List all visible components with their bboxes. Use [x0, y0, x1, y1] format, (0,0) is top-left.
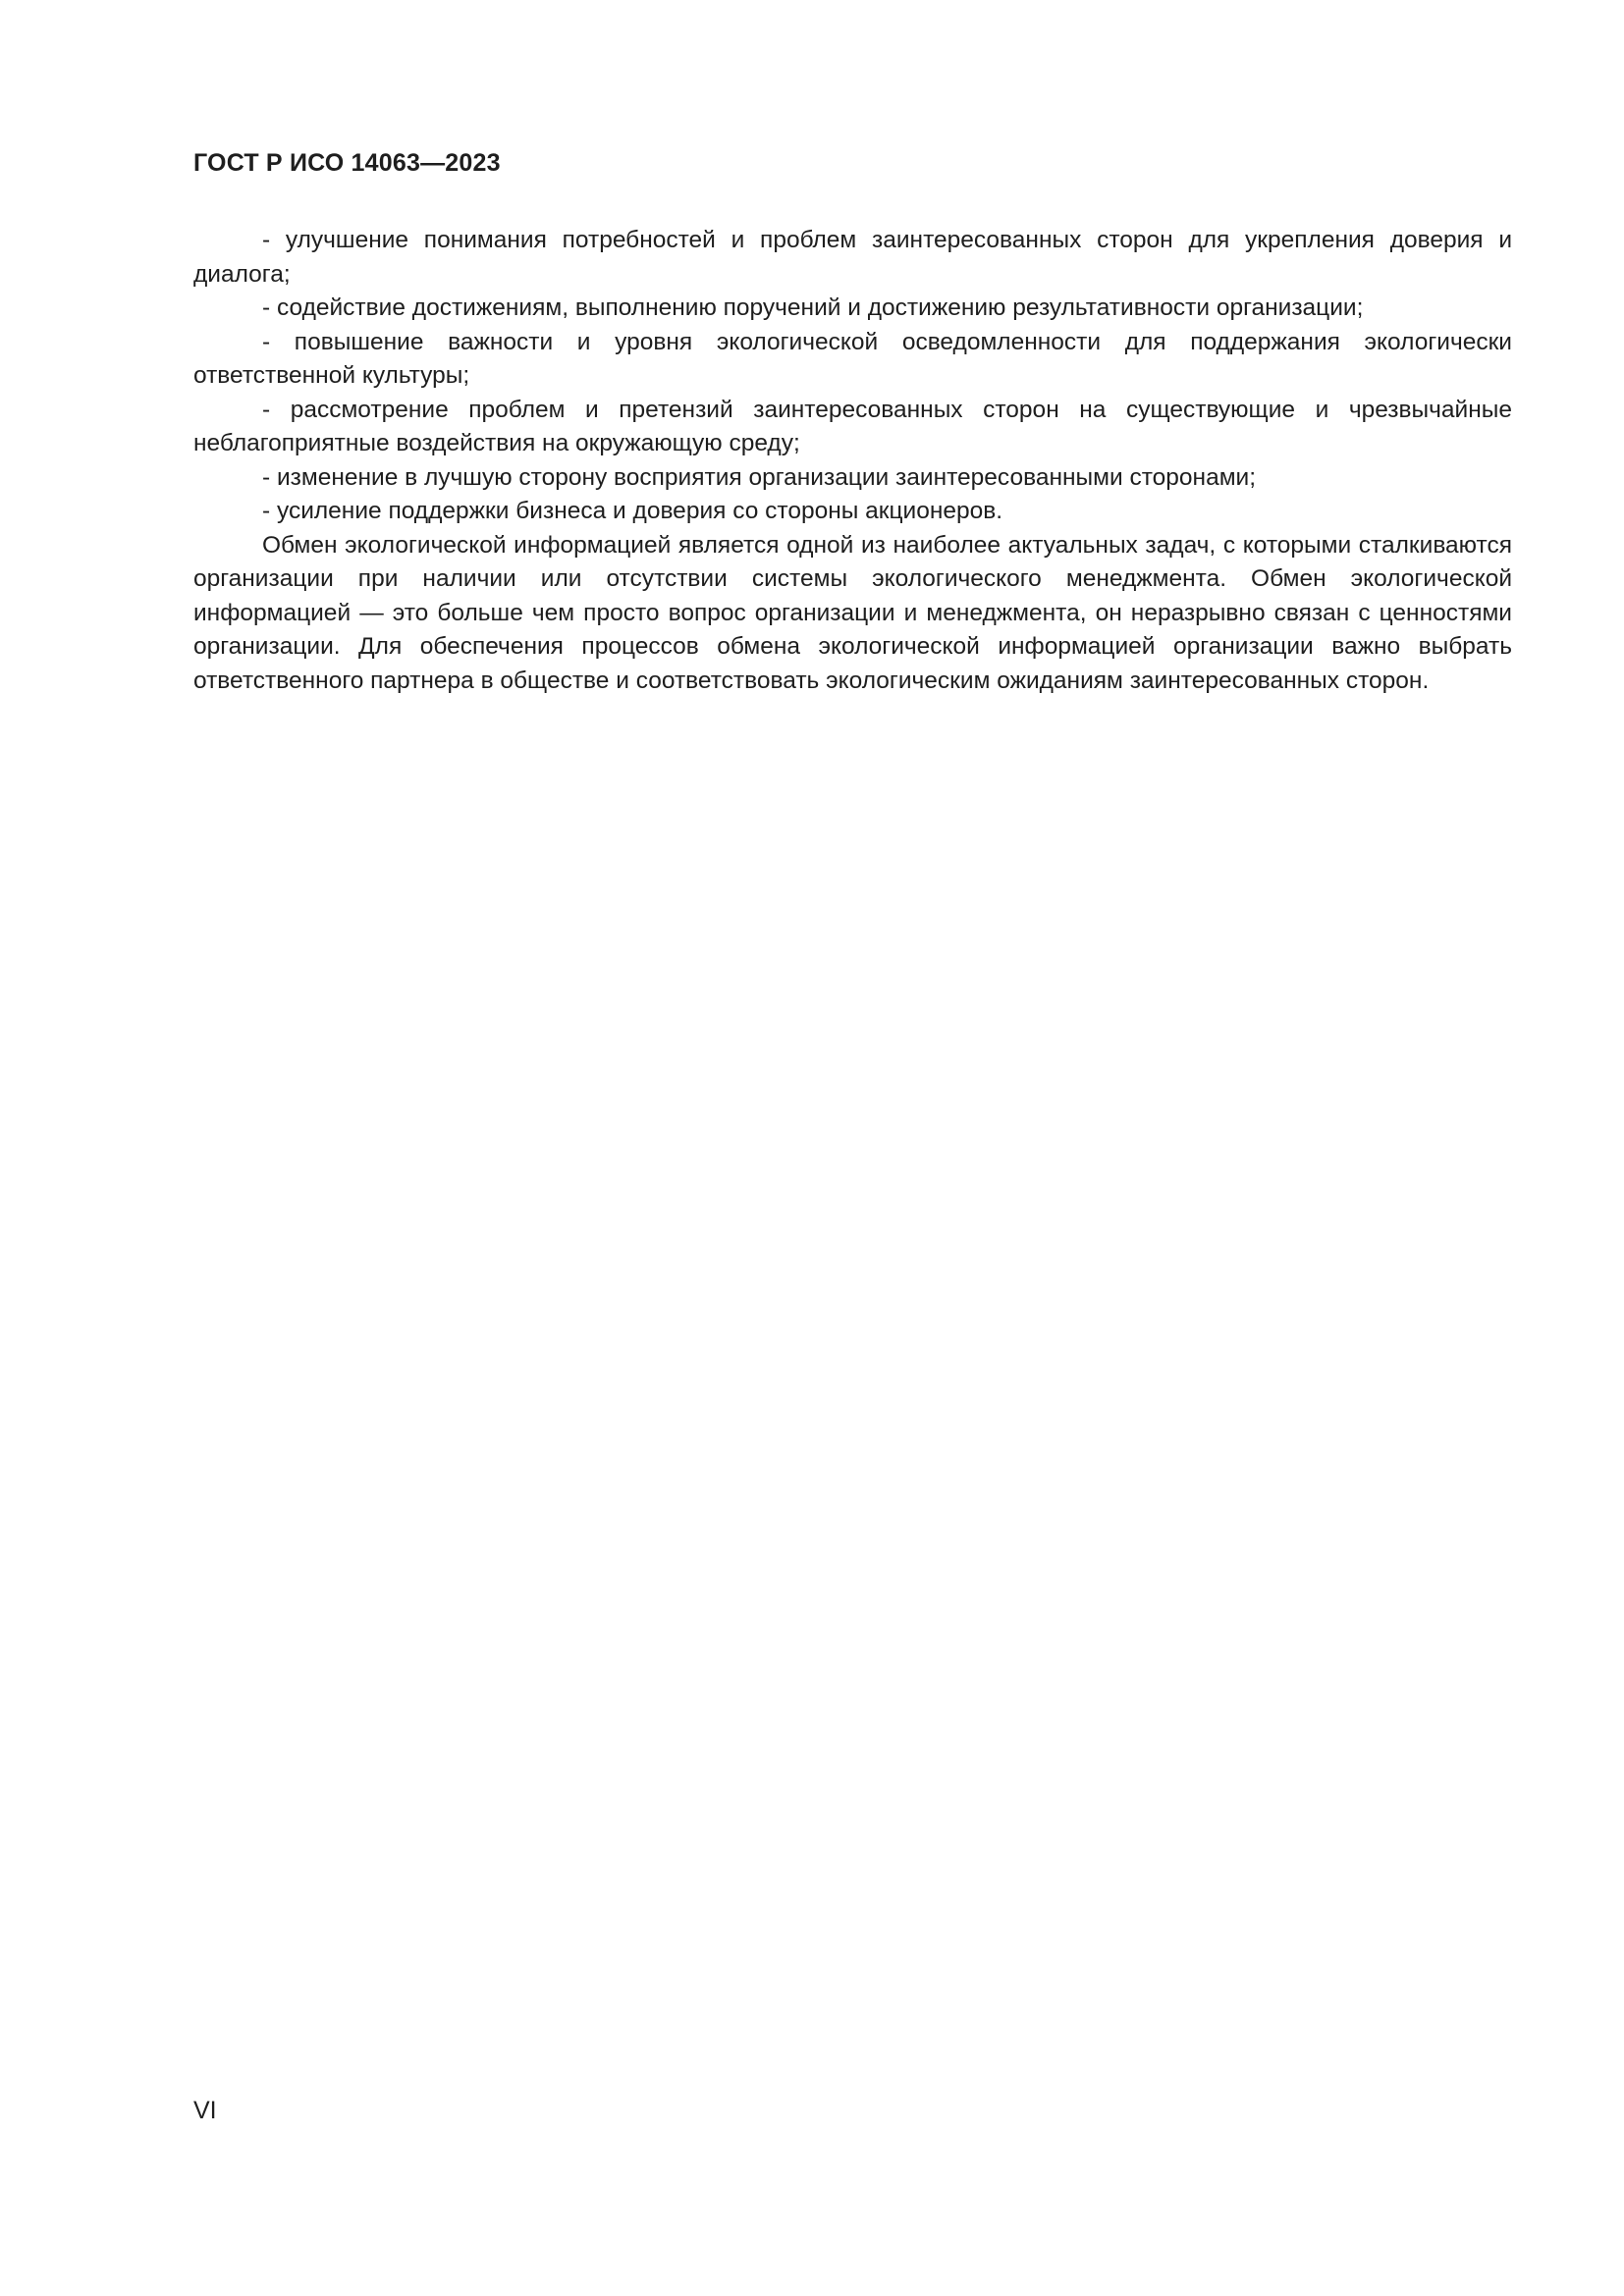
- bullet-paragraph: - содействие достижениям, выполнению поручений и достижению результативности организации;: [262, 294, 1364, 321]
- page-header-standard-id: ГОСТ Р ИСО 14063—2023: [193, 149, 501, 177]
- bullet-paragraph: - усиление поддержки бизнеса и доверия со стороны акционеров.: [262, 498, 1003, 524]
- document-body: [193, 224, 1512, 698]
- bullet-paragraph: - улучшение понимания потребностей и проблем заинтересованных сторон для укрепления доверия и диалога;: [193, 227, 1512, 288]
- page-number: VI: [193, 2097, 217, 2124]
- bullet-paragraph: - рассмотрение проблем и претензий заинтересованных сторон на существующие и чрезвычайные неблагоприятные воздействия на окружающую среду;: [193, 396, 1512, 456]
- body-paragraph: Обмен экологической информацией является одной из наиболее актуальных задач, с которыми сталкиваются организации при наличии или отсутствии системы экологического менеджмента. Обмен экологической информацией — это больше чем просто вопрос организации и менеджмента, он неразрывно связан с ценностями организации. Для обеспечения процессов обмена экологической информацией организации важно выбрать ответственного партнера в обществе и соответствовать экологическим ожиданиям заинтересованных сторон.: [193, 531, 1512, 694]
- bullet-paragraph: - повышение важности и уровня экологической осведомленности для поддержания экологически ответственной культуры;: [193, 328, 1512, 389]
- bullet-paragraph: - изменение в лучшую сторону восприятия организации заинтересованными сторонами;: [262, 463, 1257, 491]
